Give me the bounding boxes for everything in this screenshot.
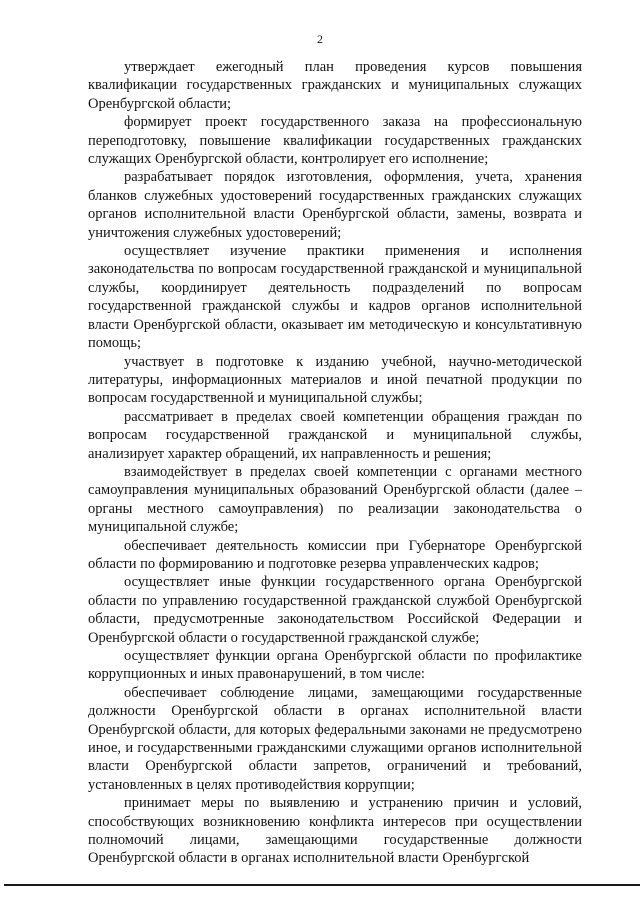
paragraph-certificate-forms: разрабатывает порядок изготовления, оформления, учета, хранения бланков служебных удостоверений государственных гражданских служащих органов исполнительной власти Оренбургской области, замены, возврата и уничтожения служебных удостоверений; [88, 169, 582, 241]
document-body [88, 58, 582, 868]
paragraph-citizen-appeals: рассматривает в пределах своей компетенции обращения граждан по вопросам государственной гражданской и муниципальной службы, анализирует характер обращений, их направленность и решения; [88, 408, 582, 462]
page-bottom-rule [4, 884, 640, 886]
paragraph-corruption-prevention: осуществляет функции органа Оренбургской области по профилактике коррупционных и иных правонарушений, в том числе: [88, 648, 582, 683]
paragraph-personnel-reserve-commission: обеспечивает деятельность комиссии при Губернаторе Оренбургской области по формированию и подготовке резерва управленческих кадров; [88, 537, 582, 572]
page-number: 2 [317, 32, 323, 46]
paragraph-conflict-of-interest: принимает меры по выявлению и устранению причин и условий, способствующих возникновению конфликта интересов при осуществлении полномочий лицами, замещающими государственные должности Оренбургской области в органах исполнительной власти Оренбургской [88, 795, 582, 867]
paragraph-practice-study: осуществляет изучение практики применения и исполнения законодательства по вопросам государственной гражданской и муниципальной службы, координирует деятельность подразделений по вопросам государственной гражданской службы и кадров органов исполнительной власти Оренбургской области, оказывает им методическую и консультативную помощь; [88, 243, 582, 352]
paragraph-annual-training-plan: утверждает ежегодный план проведения курсов повышения квалификации государственных гражданских и муниципальных служащих Оренбургской области; [88, 59, 582, 112]
paragraph-compliance-ensuring: обеспечивает соблюдение лицами, замещающими государственные должности Оренбургской области в органах исполнительной власти Оренбургской области, для которых федеральными законами не предусмотрено иное, и государственными гражданскими служащими органов исполнительной власти Оренбургской области запретов, ограничений и требований, установленных в целях противодействия коррупции; [88, 684, 582, 793]
paragraph-other-functions: осуществляет иные функции государственного органа Оренбургской области по управлению государственной гражданской службой Оренбургской области, предусмотренные законодательством Российской Федерации и Оренбургской области о государственной гражданской службе; [88, 574, 582, 646]
paragraph-publications: участвует в подготовке к изданию учебной, научно-методической литературы, информационных материалов и иной печатной продукции по вопросам государственной и муниципальной службы; [88, 353, 582, 407]
paragraph-local-government-interaction: взаимодействует в пределах своей компетенции с органами местного самоуправления муниципальных образований Оренбургской области (далее – органы местного самоуправления) по реализации законодательства о муниципальной службе; [88, 463, 582, 536]
paragraph-state-order-project: формирует проект государственного заказа на профессиональную переподготовку, повышение квалификации государственных гражданских служащих Оренбургской области, контролирует его исполнение; [88, 114, 582, 168]
